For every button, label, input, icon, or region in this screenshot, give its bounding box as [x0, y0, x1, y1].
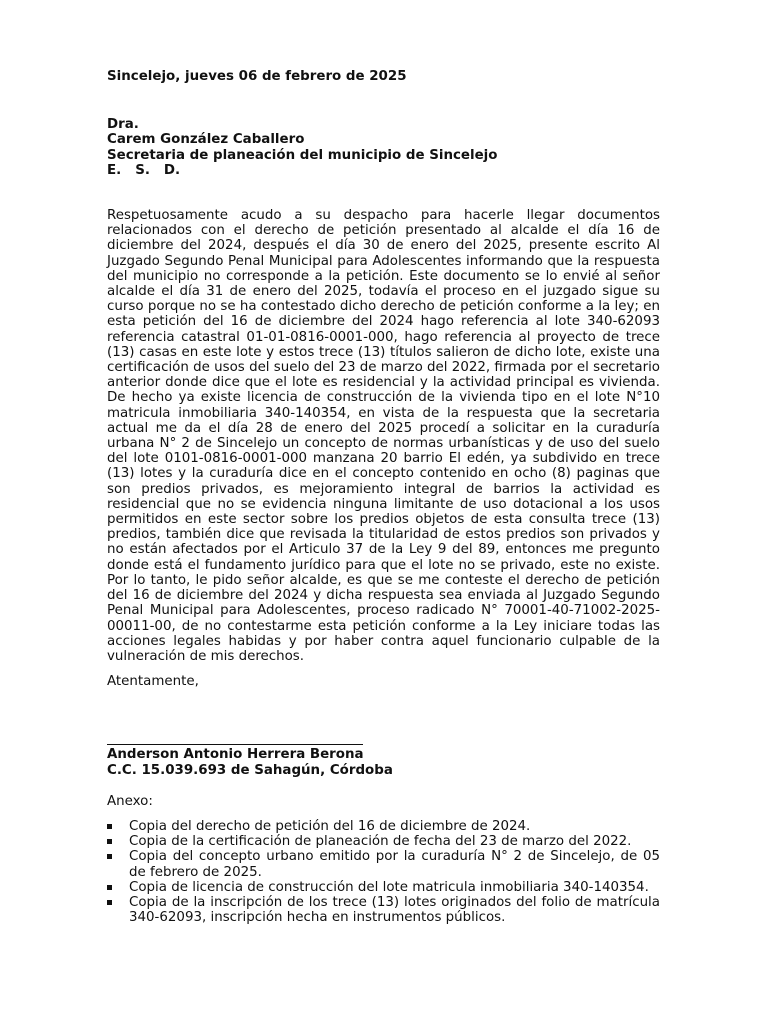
annex-item-text: Copia de la certificación de planeación de fecha del 23 de marzo del 2022. — [129, 834, 632, 850]
recipient-title: Dra. — [107, 117, 139, 133]
annex-item-text: Copia de licencia de construcción del lote matricula inmobiliaria 340-140354. — [129, 879, 649, 895]
annex-item-text: Copia del concepto urbano emitido por la curaduría N° 2 de Sincelejo, de 05 de febrero de 2025. — [129, 849, 660, 880]
list-item — [107, 895, 660, 925]
signer-name: Anderson Antonio Herrera Berona — [107, 747, 364, 763]
signer-id: C.C. 15.039.693 de Sahagún, Córdoba — [107, 762, 393, 778]
date-line: Sincelejo, jueves 06 de febrero de 2025 — [107, 69, 407, 84]
list-item — [107, 834, 660, 849]
recipient-position: Secretaria de planeación del municipio de Sincelejo — [107, 147, 498, 163]
bullet-icon — [107, 900, 112, 905]
annex-list — [107, 819, 660, 925]
annex-item-text: Copia de la inscripción de los trece (13) lotes originados del folio de matrícula 340-62093, inscripción hecha en instrumentos públicos. — [129, 894, 660, 926]
list-item — [107, 819, 660, 834]
bullet-icon — [107, 854, 112, 859]
recipient-esd: E. S. D. — [107, 162, 181, 178]
annex-item-text: Copia del derecho de petición del 16 de diciembre de 2024. — [129, 818, 531, 834]
list-item — [107, 849, 660, 879]
letter-body: Respetuosamente acudo a su despacho para hacerle llegar documentos relacionados con el derecho de petición presentado al alcalde el día 16 de diciembre del 2024, después el día 30 de enero del 2025, presente escrito Al Juzgado Segundo Penal Municipal para Adolescentes informando que la respuesta del municipio no corresponde a la petición. Este documento se lo envié al señor alcalde el día 31 de enero del 2025, todavía el proceso en el juzgado sigue su curso porque no se ha contestado dicho derecho de petición conforme a la ley; en esta petición del 16 de diciembre del 2024 hago referencia al lote 340-62093 referencia catastral 01-01-0816-0001-000, hago referencia al proyecto de trece (13) casas en este lote y estos trece (13) títulos salieron de dicho lote, existe una certificación de usos del suelo del 23 de marzo del 2022, firmada por el secretario anterior donde dice que el lote es residencial y la actividad principal es vivienda. De hecho ya existe licencia de construcción de la vivienda tipo en el lote N°10 matricula inmobiliaria 340-140354, en vista de la respuesta que la secretaria actual me da el día 28 de enero del 2025 procedí a solicitar en la curaduría urbana N° 2 de Sincelejo un concepto de normas urbanísticas y de uso del suelo del lote 0101-0816-0001-000 manzana 20 barrio El edén, ya subdivido en trece (13) lotes y la curaduría dice en el concepto contenido en ocho (8) paginas que son predios privados, es mejoramiento integral de barrios la actividad es residencial que no se evidencia ninguna limitante de uso dotacional a los usos permitidos en este sector sobre los predios objetos de esta consulta trece (13) predios, también dice que revisada la titularidad de estos predios son privados y no están afectados por el Articulo 37 de la Ley 9 del 89, entonces me pregunto donde está el fundamento jurídico para que el lote no se privado, este no existe. Por lo tanto, le pido señor alcalde, es que se me conteste el derecho de petición del 16 de diciembre del 2024 y dicha respuesta sea enviada al Juzgado Segundo Penal Municipal para Adolescentes, proceso radicado N° 70001-40-71002-2025-00011-00, de no contestarme esta petición conforme a la Ley iniciare todas las acciones legales habidas y por haber contra aquel funcionario culpable de la vulneración de mis derechos. — [107, 208, 660, 664]
signer-block — [107, 747, 660, 777]
recipient-name: Carem González Caballero — [107, 132, 305, 148]
signature-line — [107, 744, 363, 745]
closing-line: Atentamente, — [107, 674, 199, 690]
bullet-icon — [107, 824, 112, 829]
list-item — [107, 880, 660, 895]
letter-content — [107, 69, 660, 925]
annex-title: Anexo: — [107, 793, 153, 809]
bullet-icon — [107, 839, 112, 844]
recipient-block — [107, 117, 660, 178]
bullet-icon — [107, 885, 112, 890]
